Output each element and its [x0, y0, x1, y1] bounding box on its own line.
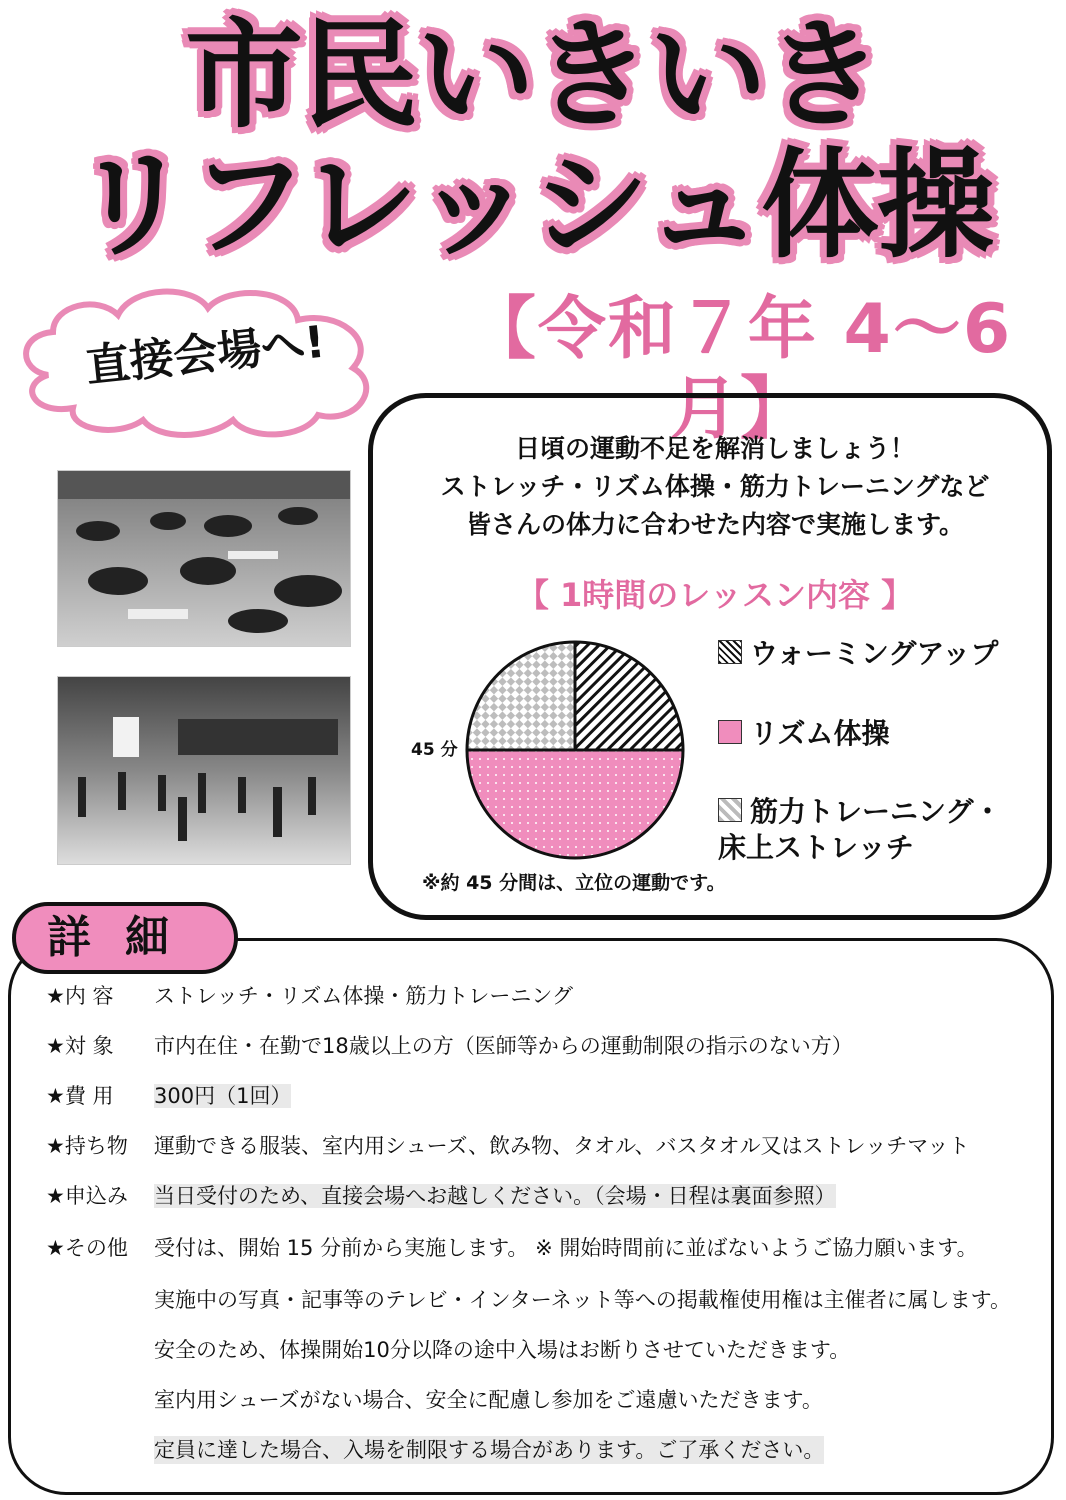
intro-text: [370, 430, 1060, 544]
detail-key: ★持ち物: [46, 1134, 128, 1158]
legend-label: リズム体操: [750, 717, 890, 750]
detail-extra-line: 定員に達した場合、入場を制限する場合があります。ご了承ください。: [154, 1438, 825, 1462]
detail-row-other: [46, 1234, 978, 1262]
standing-note: ※約 45 分間は、立位の運動です。: [422, 872, 726, 894]
detail-row-belongings: [46, 1132, 969, 1160]
lesson-pie-chart: [460, 635, 690, 865]
legend-rhythm: [718, 716, 889, 752]
detail-row-fee: [46, 1082, 291, 1110]
direct-venue-badge: 直接会場へ!: [83, 316, 328, 393]
legend-strength: [718, 794, 1001, 866]
checker-swatch-icon: [718, 798, 742, 822]
detail-extra-line: 室内用シューズがない場合、安全に配慮し参加をご遠慮いただきます。: [154, 1388, 823, 1412]
detail-value: 市内在住・在勤で18歳以上の方（医師等からの運動制限の指示のない方）: [154, 1034, 853, 1058]
title-line-2: リフレッシュ体操: [73, 136, 993, 274]
detail-key: ★その他: [46, 1236, 128, 1260]
legend-warming-up: [718, 636, 998, 672]
intro-line: 日頃の運動不足を解消しましょう！: [514, 434, 915, 463]
pie-annotation-45min: 45 分: [411, 740, 458, 760]
hatch-swatch-icon: [718, 640, 742, 664]
detail-key: ★対 象: [46, 1034, 114, 1058]
detail-value: 300円（1回）: [154, 1084, 292, 1108]
legend-label: ウォーミングアップ: [750, 637, 999, 670]
detail-row-content: [46, 982, 573, 1010]
legend-label: 床上ストレッチ: [718, 831, 914, 864]
detail-key: ★申込み: [46, 1184, 128, 1208]
intro-line: 皆さんの体力に合わせた内容で実施します。: [465, 510, 964, 539]
intro-line: ストレッチ・リズム体操・筋力トレーニングなど: [440, 472, 990, 501]
exercise-photo-gym: [57, 676, 351, 865]
detail-row-application: [46, 1182, 836, 1210]
exercise-photo-stretching: [57, 470, 351, 647]
period-heading: 【令和７年 4～6月】: [467, 290, 1013, 449]
details-tab: 詳細: [12, 902, 238, 974]
detail-value: 当日受付のため、直接会場へお越しください。（会場・日程は裏面参照）: [154, 1184, 836, 1208]
pie-slice-1: [575, 642, 683, 750]
detail-value: 運動できる服装、室内用シューズ、飲み物、タオル、バスタオル又はストレッチマット: [154, 1134, 970, 1158]
detail-extra-line: 実施中の写真・記事等のテレビ・インターネット等への掲載権使用権は主催者に属します。: [154, 1288, 1012, 1312]
detail-key: ★費 用: [46, 1084, 114, 1108]
lesson-title: 【 1時間のレッスン内容 】: [516, 576, 914, 614]
pink-swatch-icon: [718, 720, 742, 744]
detail-value: 受付は、開始 15 分前から実施します。 ※ 開始時間前に並ばないようご協力願います。: [154, 1236, 978, 1260]
detail-key: ★内 容: [46, 984, 114, 1008]
detail-value: ストレッチ・リズム体操・筋力トレーニング: [154, 984, 573, 1008]
detail-extra-line: 安全のため、体操開始10分以降の途中入場はお断りさせていただきます。: [154, 1338, 851, 1362]
detail-row-target: [46, 1032, 853, 1060]
legend-label: 筋力トレーニング・: [750, 795, 1002, 828]
title-line-1: 市民いきいき: [184, 6, 881, 144]
pie-slice-3: [467, 642, 575, 750]
pie-slice-2: [467, 750, 683, 858]
